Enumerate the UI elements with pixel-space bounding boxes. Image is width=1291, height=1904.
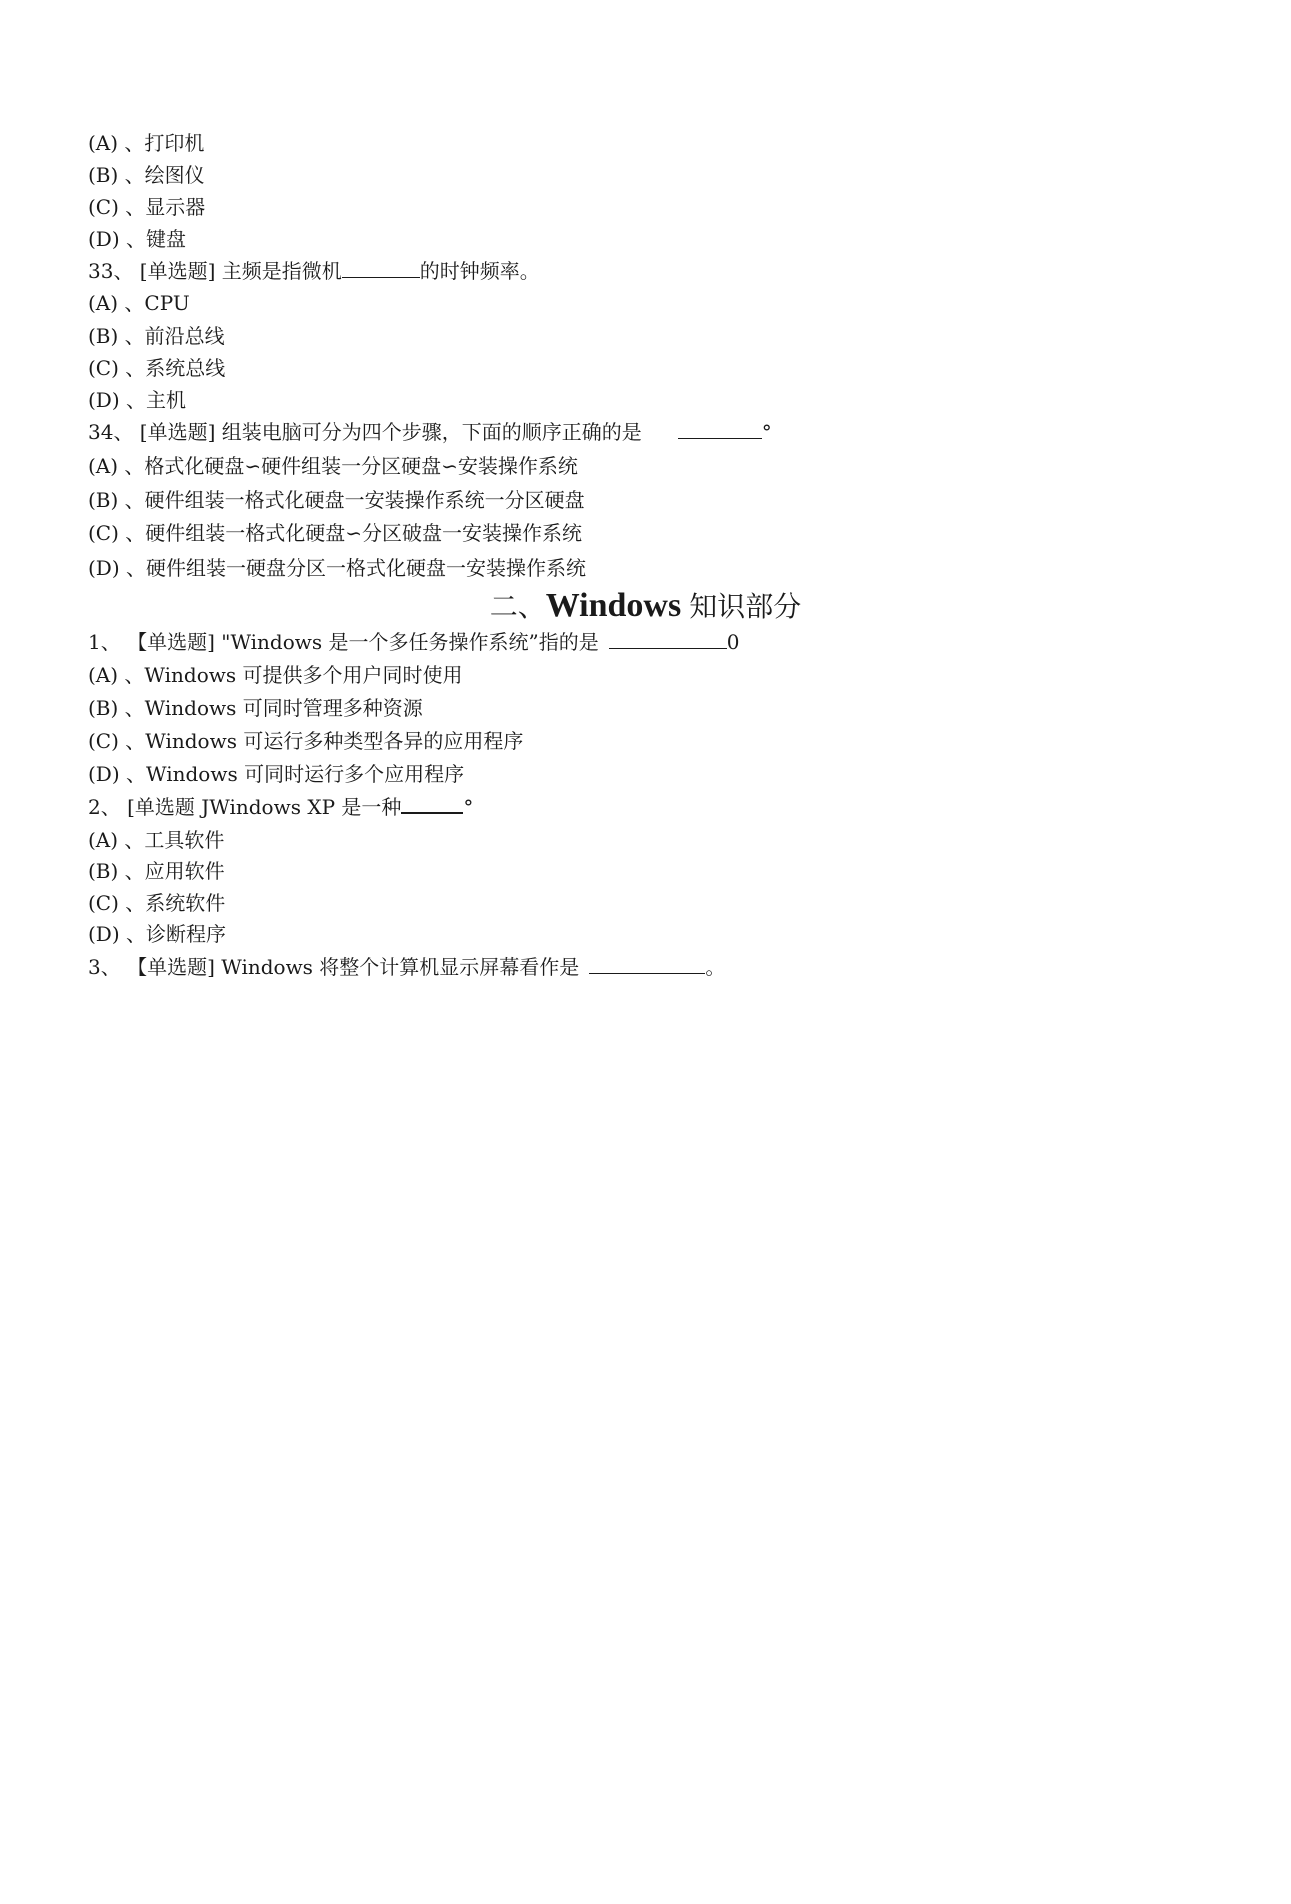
win-q3-question bbox=[88, 954, 725, 980]
win-q1-blank bbox=[609, 630, 727, 649]
q33-option-d: (D) 、主机 bbox=[88, 388, 186, 412]
q33-option-b: (B) 、前沿总线 bbox=[88, 324, 225, 348]
q34-suffix: ° bbox=[761, 420, 772, 444]
win-q3-suffix: 。 bbox=[705, 955, 726, 979]
q34-option-c: (C) 、硬件组装一格式化硬盘∽分区破盘一安装操作系统 bbox=[88, 521, 583, 545]
win-q1-option-d: (D) 、Windows 可同时运行多个应用程序 bbox=[88, 762, 465, 786]
q34-option-d: (D) 、硬件组装一硬盘分区一格式化硬盘一安装操作系统 bbox=[88, 556, 586, 580]
q34-option-b: (B) 、硬件组装一格式化硬盘一安装操作系统一分区硬盘 bbox=[88, 488, 585, 512]
q34-question bbox=[88, 419, 772, 445]
q32-option-d: (D) 、键盘 bbox=[88, 227, 186, 251]
q34-blank bbox=[678, 420, 762, 439]
win-q2-option-d: (D) 、诊断程序 bbox=[88, 922, 226, 946]
win-q1-option-b: (B) 、Windows 可同时管理多种资源 bbox=[88, 696, 423, 720]
win-q2-option-a: (A) 、工具软件 bbox=[88, 828, 225, 852]
q33-text: 33、 [单选题] 主频是指微机 bbox=[88, 259, 342, 283]
win-q2-text: 2、 [单选题 JWindows XP 是一种 bbox=[88, 795, 402, 819]
win-q1-option-c: (C) 、Windows 可运行多种类型各异的应用程序 bbox=[88, 729, 524, 753]
q33-blank bbox=[342, 259, 420, 278]
win-q3-blank bbox=[589, 955, 705, 974]
q33-option-a: (A) 、CPU bbox=[88, 291, 190, 315]
q34-option-a: (A) 、格式化硬盘∽硬件组装一分区硬盘∽安装操作系统 bbox=[88, 454, 578, 478]
win-q1-question bbox=[88, 629, 739, 655]
section-heading bbox=[0, 588, 1291, 625]
win-q2-question bbox=[88, 794, 473, 820]
win-q1-text: 1、 【单选题] "Windows 是一个多任务操作系统”指的是 bbox=[88, 630, 599, 654]
q32-option-b: (B) 、绘图仪 bbox=[88, 163, 205, 187]
win-q2-option-b: (B) 、应用软件 bbox=[88, 859, 225, 883]
heading-prefix: 二、 bbox=[489, 590, 546, 623]
q32-option-c: (C) 、显示器 bbox=[88, 195, 206, 219]
heading-windows: Windows bbox=[545, 587, 682, 624]
win-q2-option-c: (C) 、系统软件 bbox=[88, 891, 226, 915]
heading-suffix: 知识部分 bbox=[689, 590, 802, 623]
win-q2-blank bbox=[401, 794, 463, 814]
win-q2-suffix: ° bbox=[463, 795, 474, 819]
q33-suffix: 的时钟频率。 bbox=[419, 259, 540, 283]
q33-option-c: (C) 、系统总线 bbox=[88, 356, 226, 380]
win-q1-option-a: (A) 、Windows 可提供多个用户同时使用 bbox=[88, 663, 463, 687]
win-q3-text: 3、 【单选题] Windows 将整个计算机显示屏幕看作是 bbox=[88, 955, 580, 979]
q32-option-a: (A) 、打印机 bbox=[88, 131, 205, 155]
q34-text: 34、 [单选题] 组装电脑可分为四个步骤，下面的顺序正确的是 bbox=[88, 420, 642, 444]
q33-question bbox=[88, 258, 540, 284]
win-q1-suffix: 0 bbox=[726, 630, 740, 654]
